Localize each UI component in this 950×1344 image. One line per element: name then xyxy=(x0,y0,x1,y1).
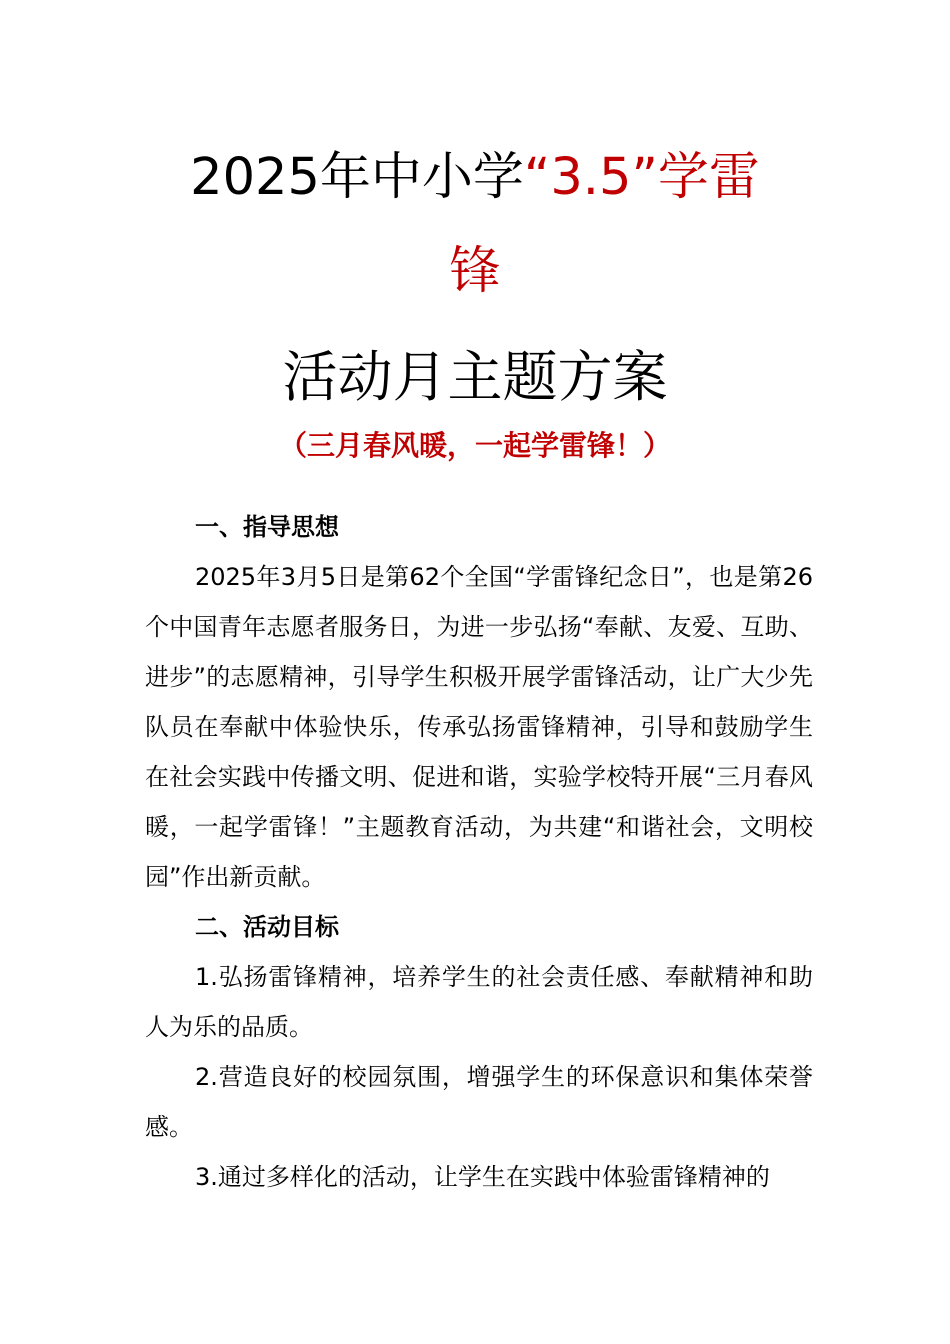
title-red-part: “3.5”学雷 xyxy=(523,148,760,207)
title-year-prefix: 2025年中小学 xyxy=(190,148,524,207)
section-heading-activity-goals: 二、活动目标 xyxy=(195,913,339,941)
paragraph: 2025年3月5日是第62个全国“学雷锋纪念日”，也是第26个中国青年志愿者服务日，为进一步弘扬“奉献、友爱、互助、进步”的志愿精神，引导学生积极开展学雷锋活动，让广大少先队员在奉献中体验快乐，传承弘扬雷锋精神，引导和鼓励学生在社会实践中传播文明、促进和谐，实验学校特开展“三月春风暖，一起学雷锋！”主题教育活动，为共建“和谐社会，文明校园”作出新贡献。 xyxy=(145,563,813,891)
paragraph: 3.通过多样化的活动，让学生在实践中体验雷锋精神的 xyxy=(195,1163,770,1191)
title-line-1 xyxy=(0,148,950,207)
subtitle: （三月春风暖，一起学雷锋！） xyxy=(278,429,671,462)
title-line-2: 锋 xyxy=(449,242,501,301)
title-line-3: 活动月主题方案 xyxy=(282,345,668,409)
paragraph: 1.弘扬雷锋精神，培养学生的社会责任感、奉献精神和助人为乐的品质。 xyxy=(145,963,813,1041)
section-heading-guiding-ideology: 一、指导思想 xyxy=(195,513,339,541)
paragraph: 2.营造良好的校园氛围，增强学生的环保意识和集体荣誉感。 xyxy=(145,1063,813,1141)
document-body xyxy=(145,502,813,1202)
